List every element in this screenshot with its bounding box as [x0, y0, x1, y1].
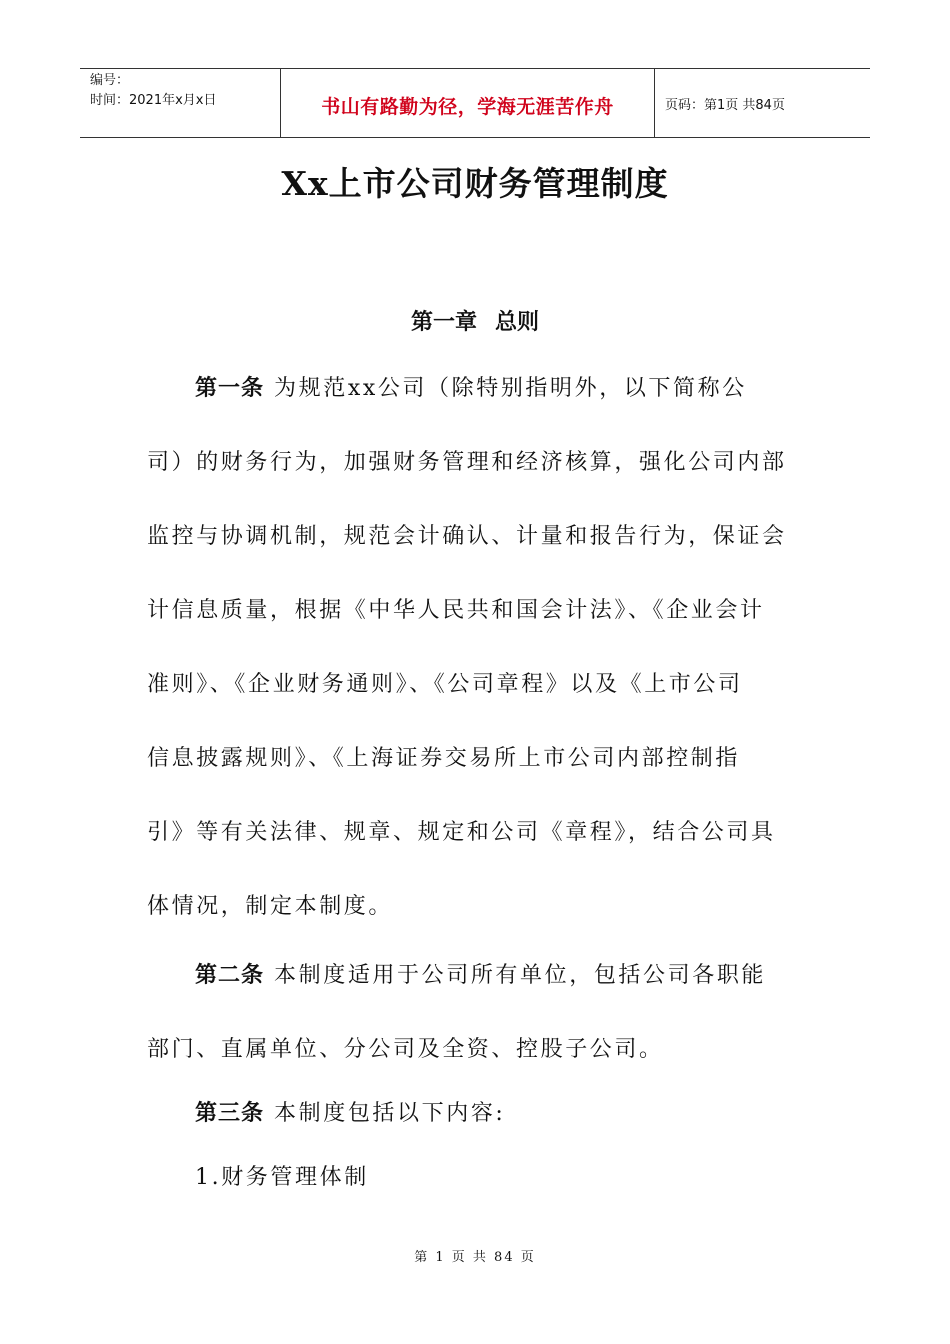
header-motto: 书山有路勤为径，学海无涯苦作舟 — [321, 95, 614, 118]
document-title: Xx上市公司财务管理制度 — [281, 164, 669, 203]
article-1-first-line — [195, 371, 807, 402]
article-1-label: 第一条 — [195, 376, 265, 401]
article-1-line: 引》等有关法律、规章、规定和公司《章程》，结合公司具 — [147, 820, 776, 845]
header-meta — [80, 69, 281, 137]
article-1-line: 监控与协调机制，规范会计确认、计量和报告行为，保证会 — [147, 524, 787, 549]
article-1-line: 计信息质量，根据《中华人民共和国会计法》、《企业会计 — [147, 598, 765, 623]
header-page-info: 页码：第1页 共84页 — [665, 97, 785, 113]
article-1-line: 信息披露规则》、《上海证券交易所上市公司内部控制指 — [147, 746, 741, 771]
header-page-info-cell — [655, 69, 870, 137]
document-date: 时间：2021年x月x日 — [90, 93, 217, 108]
article-1-line: 体情况，制定本制度。 — [147, 894, 394, 919]
article-2-text: 本制度适用于公司所有单位，包括公司各职能 — [274, 963, 767, 988]
article-2-line: 部门、直属单位、分公司及全资、控股子公司。 — [147, 1037, 664, 1062]
article-2-first-line — [195, 958, 807, 989]
article-2-label: 第二条 — [195, 963, 265, 988]
article-3-first-line — [195, 1096, 807, 1127]
header-motto-cell — [281, 69, 655, 137]
article-3-text: 本制度包括以下内容: — [274, 1101, 506, 1126]
page-footer: 第 1 页 共 84 页 — [414, 1250, 536, 1265]
chapter-name: 总则 — [495, 310, 540, 335]
article-1-line: 准则》、《企业财务通则》、《公司章程》以及《上市公司 — [147, 672, 743, 697]
article-1-line: 司）的财务行为，加强财务管理和经济核算，强化公司内部 — [147, 450, 787, 475]
page-header — [80, 68, 870, 138]
document-number-label: 编号： — [90, 73, 130, 88]
article-3-label: 第三条 — [195, 1101, 265, 1126]
list-item: 1.财务管理体制 — [195, 1165, 369, 1190]
chapter-number: 第一章 — [410, 310, 477, 335]
article-1-text: 为规范xx公司（除特别指明外，以下简称公 — [274, 376, 747, 401]
chapter-heading — [0, 305, 950, 336]
